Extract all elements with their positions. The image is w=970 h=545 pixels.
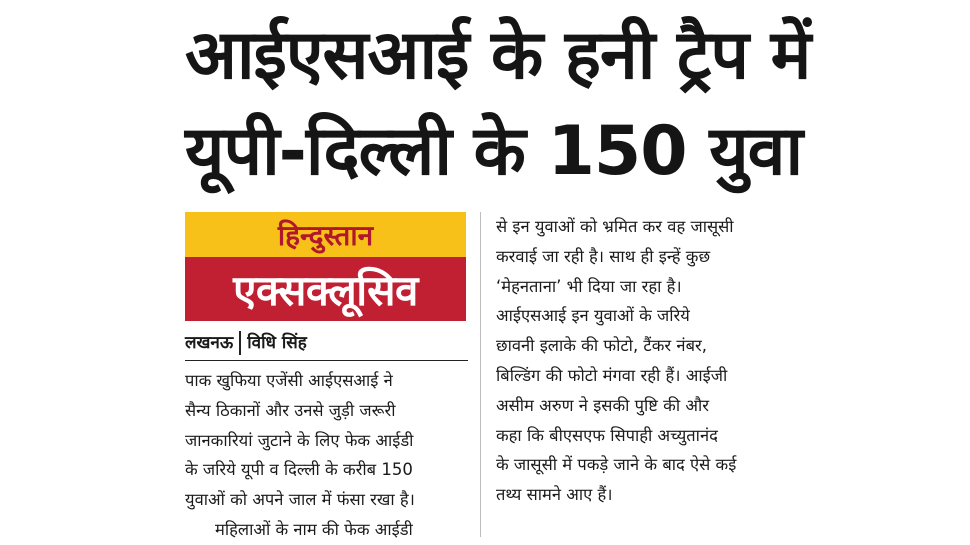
column-2-line: कहा कि बीएसएफ सिपाही अच्युतानंद	[496, 425, 718, 445]
column-2-line: बिल्डिंग की फोटो मंगवा रही हैं। आईजी	[496, 365, 728, 385]
headline	[185, 8, 825, 200]
headline-line-1: आईएसआई के हनी ट्रैप में	[185, 16, 811, 95]
column-2-line: ‘मेहनताना’ भी दिया जा रहा है।	[496, 276, 682, 296]
badge-exclusive: एक्सक्लूसिव	[185, 257, 466, 321]
article-column-2	[496, 212, 786, 510]
column-2-line: के जासूसी में पकड़े जाने के बाद ऐसे कई	[496, 455, 737, 475]
byline-author: विधि सिंह	[247, 333, 307, 353]
column-2-line: आईएसआई इन युवाओं के जरिये	[496, 306, 690, 326]
column-1-line: महिलाओं के नाम की फेक आईडी	[215, 519, 413, 539]
byline-city: लखनऊ	[185, 333, 234, 353]
column-1-line: के जरिये यूपी व दिल्ली के करीब 150	[185, 460, 413, 480]
byline-separator	[239, 331, 241, 355]
column-divider	[480, 212, 481, 537]
exclusive-badge	[185, 212, 466, 321]
article-column-1	[185, 366, 468, 545]
column-2-line: असीम अरुण ने इसकी पुष्टि की और	[496, 395, 709, 415]
column-2-line: करवाई जा रही है। साथ ही इन्हें कुछ	[496, 246, 711, 266]
column-2-line: तथ्य सामने आए हैं।	[496, 485, 613, 505]
column-2-line: से इन युवाओं को भ्रमित कर वह जासूसी	[496, 217, 734, 236]
badge-brand: हिन्दुस्तान	[185, 212, 466, 257]
column-2-line: छावनी इलाके की फोटो, टैंकर नंबर,	[496, 336, 707, 356]
column-1-line: युवाओं को अपने जाल में फंसा रखा है।	[185, 490, 415, 510]
column-1-line: सैन्य ठिकानों और उनसे जुड़ी जरूरी	[185, 400, 396, 420]
headline-line-2: यूपी-दिल्ली के 150 युवा	[185, 112, 803, 191]
byline	[185, 326, 468, 361]
column-1-line: पाक खुफिया एजेंसी आईएसआई ने	[185, 371, 393, 390]
column-1-line: जानकारियां जुटाने के लिए फेक आईडी	[185, 430, 414, 450]
